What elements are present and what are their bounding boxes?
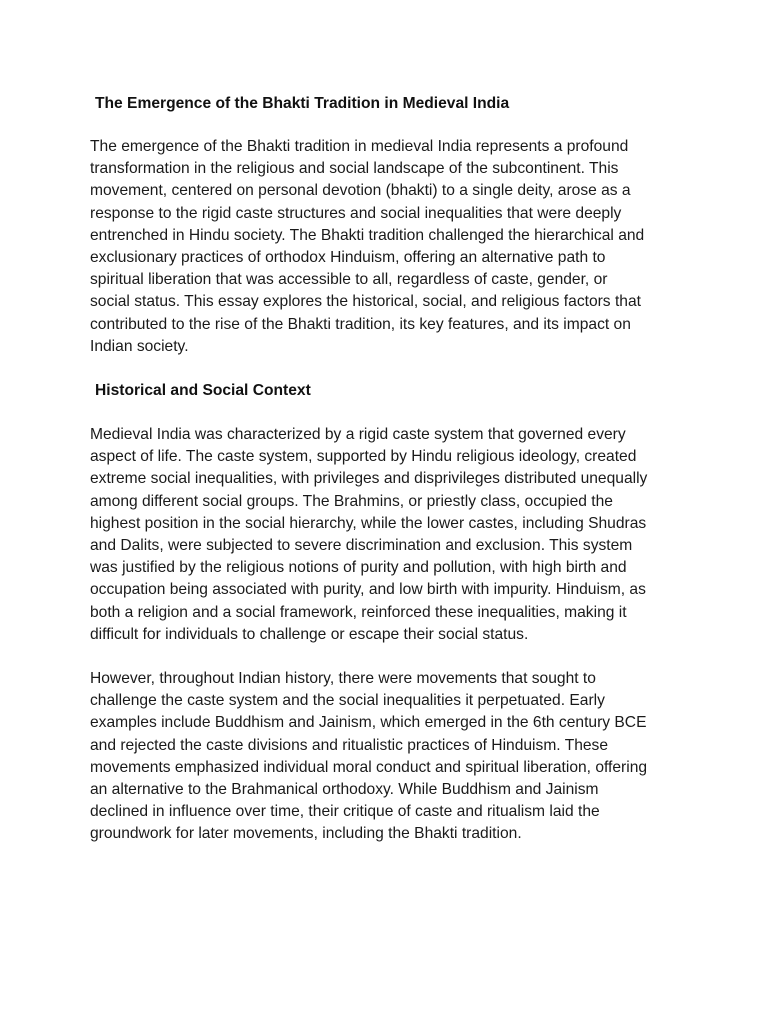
text-line: movements emphasized individual moral conduct and spiritual liberation, offering	[90, 758, 648, 776]
text-line: entrenched in Hindu society. The Bhakti tradition challenged the hierarchical and	[90, 226, 645, 244]
text-line: an alternative to the Brahmanical orthodoxy. While Buddhism and Jainism	[90, 781, 599, 799]
text-line: occupation being associated with purity, and low birth with impurity. Hinduism, as	[90, 581, 646, 599]
text-line: Medieval India was characterized by a rigid caste system that governed every	[90, 426, 626, 444]
text-line: difficult for individuals to challenge or escape their social status.	[90, 625, 529, 643]
document-body	[90, 93, 680, 846]
text-line: declined in influence over time, their critique of caste and ritualism laid the	[90, 803, 600, 821]
section-heading: Historical and Social Context	[95, 382, 311, 400]
document-title: The Emergence of the Bhakti Tradition in Medieval India	[95, 95, 510, 112]
intro-paragraph	[90, 136, 680, 358]
text-line: both a religion and a social framework, reinforced these inequalities, making it	[90, 603, 627, 621]
text-line: highest position in the social hierarchy, while the lower castes, including Shudras	[90, 514, 647, 532]
text-line: social status. This essay explores the historical, social, and religious factors that	[90, 293, 641, 311]
text-line: However, throughout Indian history, there were movements that sought to	[90, 670, 596, 688]
text-line: transformation in the religious and social landscape of the subcontinent. This	[90, 160, 619, 178]
text-line: among different social groups. The Brahmins, or priestly class, occupied the	[90, 492, 613, 510]
text-line: movement, centered on personal devotion (bhakti) to a single deity, arose as a	[90, 182, 631, 200]
text-line: examples include Buddhism and Jainism, which emerged in the 6th century BCE	[90, 714, 647, 732]
text-line: challenge the caste system and the social inequalities it perpetuated. Early	[90, 692, 605, 710]
spacer	[90, 402, 680, 424]
text-line: Indian society.	[90, 337, 189, 355]
spacer	[90, 115, 680, 136]
context-paragraph	[90, 424, 680, 646]
text-line: extreme social inequalities, with privileges and disprivileges distributed unequally	[90, 470, 648, 488]
text-line: The emergence of the Bhakti tradition in medieval India represents a profound	[90, 138, 629, 155]
text-line: groundwork for later movements, including the Bhakti tradition.	[90, 825, 522, 843]
text-line: exclusionary practices of orthodox Hinduism, offering an alternative path to	[90, 249, 606, 267]
text-line: and rejected the caste divisions and ritualistic practices of Hinduism. These	[90, 736, 609, 754]
spacer	[90, 358, 680, 380]
movements-paragraph	[90, 668, 680, 846]
spacer	[90, 646, 680, 668]
text-line: response to the rigid caste structures and social inequalities that were deeply	[90, 204, 622, 222]
text-line: aspect of life. The caste system, supported by Hindu religious ideology, created	[90, 448, 637, 466]
text-line: contributed to the rise of the Bhakti tradition, its key features, and its impact on	[90, 315, 631, 333]
text-line: spiritual liberation that was accessible to all, regardless of caste, gender, or	[90, 271, 608, 289]
text-line: was justified by the religious notions of purity and pollution, with high birth and	[90, 559, 627, 577]
text-line: and Dalits, were subjected to severe discrimination and exclusion. This system	[90, 537, 633, 555]
